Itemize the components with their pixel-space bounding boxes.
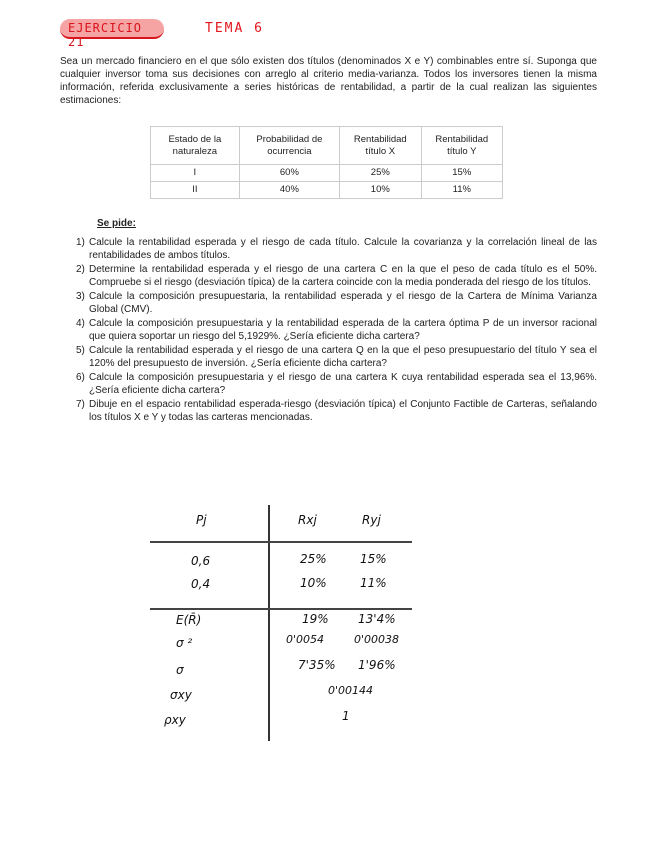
item-number: 5) [76, 345, 85, 356]
item-text: Calcule la composición presupuestaria y el riesgo de una cartera K cuya rentabilidad esperada sea el 13,96%. ¿Sería eficiente dicha cartera? [89, 372, 597, 396]
table-cell: I [151, 165, 240, 182]
note-value: 11% [360, 576, 387, 590]
note-prob: 0,4 [191, 577, 211, 591]
intro-paragraph: Sea un mercado financiero en el que sólo existen dos títulos (denominados X e Y) combinables entre sí. Suponga que cualquier inversor toma sus decisiones con arreglo al criterio media-varianza. Todos los inversores tienen la misma información, referida exclusivamente a series históricas de rentabilidad, a partir de la cual realizan las siguientes estimaciones: [60, 56, 597, 106]
note-header: Rxj [298, 513, 317, 527]
item-number: 3) [76, 291, 85, 302]
note-label: σ ² [176, 636, 193, 650]
estimates-table [150, 126, 503, 199]
item-number: 4) [76, 318, 85, 329]
table-header-row [151, 127, 503, 165]
table-header: Rentabilidad título Y [421, 127, 502, 165]
note-value: 7'35% [298, 658, 336, 672]
item-text: Determine la rentabilidad esperada y el riesgo de una cartera C en la que el peso de cada título es el 50%. Compruebe si el riesgo (desviación típica) de la cartera coincide con la media ponderada del riesgo de los títulos. [89, 264, 597, 288]
divider-horizontal [150, 608, 412, 610]
exercise-badge: EJERCICIO 21 [60, 19, 164, 39]
note-value: 15% [360, 552, 387, 566]
list-item [76, 263, 597, 289]
topic-label: TEMA 6 [205, 21, 264, 36]
table-cell: 15% [421, 165, 502, 182]
note-value: 0'00144 [328, 684, 374, 697]
table-header: Estado de la naturaleza [151, 127, 240, 165]
table-cell: 11% [421, 182, 502, 199]
note-prob: 0,6 [191, 554, 211, 568]
item-number: 6) [76, 372, 85, 383]
table-cell: 25% [340, 165, 422, 182]
note-value: 0'00038 [354, 633, 400, 646]
table-cell: 10% [340, 182, 422, 199]
item-text: Calcule la rentabilidad esperada y el riesgo de una cartera Q en la que el peso presupuestario del título Y sea el 120% del presupuesto de inversión. ¿Sería eficiente dicha cartera? [89, 345, 597, 369]
table-header: Rentabilidad título X [340, 127, 422, 165]
table-row [151, 165, 503, 182]
note-value: 1 [342, 709, 350, 723]
item-text: Calcule la composición presupuestaria y la rentabilidad esperada de la cartera óptima P de un inversor racional que quiera soportar un riesgo del 5,1929%. ¿Sería eficiente dicha cartera? [89, 318, 597, 342]
se-pide-heading: Se pide: [97, 218, 136, 229]
table-header: Probabilidad de ocurrencia [239, 127, 339, 165]
list-item [76, 317, 597, 343]
item-number: 1) [76, 237, 85, 248]
note-value: 13'4% [358, 612, 396, 626]
note-value: 10% [300, 576, 327, 590]
item-number: 7) [76, 399, 85, 410]
questions-list [76, 236, 597, 425]
note-header: Pj [196, 513, 207, 527]
table-cell: II [151, 182, 240, 199]
table-row [151, 182, 503, 199]
note-label: ρxy [164, 713, 186, 727]
divider-horizontal [150, 541, 412, 543]
item-number: 2) [76, 264, 85, 275]
item-text: Calcule la composición presupuestaria, la rentabilidad esperada y el riesgo de la Cartera de Mínima Varianza Global (CMV). [89, 291, 597, 315]
table-cell: 60% [239, 165, 339, 182]
note-header: Ryj [362, 513, 381, 527]
note-label: σ [176, 663, 184, 677]
list-item [76, 398, 597, 424]
note-value: 0'0054 [286, 633, 325, 646]
note-label: σxy [170, 688, 192, 702]
list-item [76, 236, 597, 262]
note-value: 19% [302, 612, 329, 626]
item-text: Dibuje en el espacio rentabilidad esperada-riesgo (desviación típica) el Conjunto Factible de Carteras, señalando los títulos X e Y y todas las carteras mencionadas. [89, 399, 597, 423]
list-item [76, 371, 597, 397]
note-value: 25% [300, 552, 327, 566]
table-cell: 40% [239, 182, 339, 199]
note-label: E(R̄) [176, 613, 202, 627]
note-value: 1'96% [358, 658, 396, 672]
item-text: Calcule la rentabilidad esperada y el riesgo de cada título. Calcule la covarianza y la correlación lineal de las rentabilidades de ambos títulos. [89, 237, 597, 261]
list-item [76, 290, 597, 316]
list-item [76, 344, 597, 370]
